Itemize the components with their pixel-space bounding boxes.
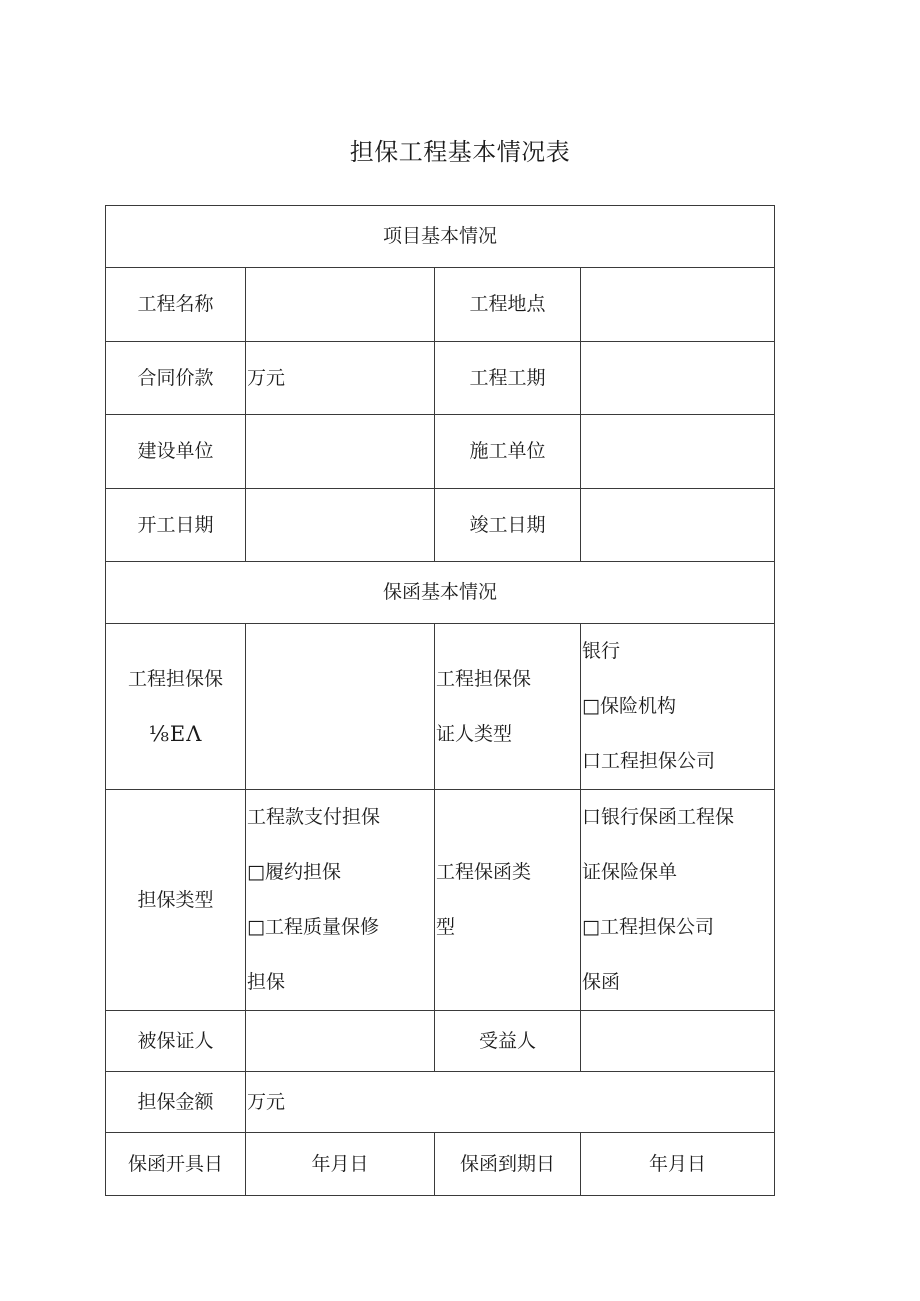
- letter-type-label-line1: 工程保函类: [436, 861, 532, 883]
- letter-type-option-continued: 证保险保单: [582, 861, 678, 883]
- letter-type-options: [581, 790, 775, 1011]
- guarantee-type-option-continued: 担保: [247, 971, 286, 993]
- guarantee-type-option[interactable]: 工程款支付担保: [247, 806, 381, 828]
- letter-type-option-continued: 保函: [582, 971, 621, 993]
- expiry-date-label: 保函到期日: [435, 1133, 581, 1196]
- constructor-field[interactable]: [581, 415, 775, 489]
- completion-date-field[interactable]: [581, 489, 775, 562]
- insured-field[interactable]: [246, 1011, 435, 1072]
- guarantor-type-options: [581, 624, 775, 790]
- beneficiary-field[interactable]: [581, 1011, 775, 1072]
- contract-price-field[interactable]: 万元: [246, 342, 435, 415]
- guarantor-type-option[interactable]: 口工程担保公司: [582, 750, 716, 772]
- beneficiary-label: 受益人: [435, 1011, 581, 1072]
- letter-type-option[interactable]: 口银行保函工程保: [582, 806, 735, 828]
- guarantee-amount-field[interactable]: 万元: [246, 1072, 775, 1133]
- project-name-field[interactable]: [246, 268, 435, 342]
- issue-date-field[interactable]: 年月日: [246, 1133, 435, 1196]
- project-name-label: 工程名称: [106, 268, 246, 342]
- guarantee-type-options: [246, 790, 435, 1011]
- guarantor-label: [106, 624, 246, 790]
- start-date-label: 开工日期: [106, 489, 246, 562]
- letter-type-option[interactable]: □工程担保公司: [582, 916, 714, 938]
- constructor-label: 施工单位: [435, 415, 581, 489]
- guarantee-amount-label: 担保金额: [106, 1072, 246, 1133]
- guarantor-field[interactable]: [246, 624, 435, 790]
- section-header-project: 项目基本情况: [106, 206, 775, 268]
- guarantor-label-line2: ⅛EΛ: [148, 721, 203, 746]
- guarantor-label-line1: 工程担保保: [127, 667, 223, 690]
- builder-label: 建设单位: [106, 415, 246, 489]
- guarantor-type-option[interactable]: □保险机构: [582, 695, 676, 717]
- page-title: 担保工程基本情况表: [349, 138, 571, 166]
- contract-price-label: 合同价款: [106, 342, 246, 415]
- letter-type-label-line2: 型: [436, 916, 456, 938]
- project-period-field[interactable]: [581, 342, 775, 415]
- guarantee-type-option[interactable]: □履约担保: [247, 861, 341, 883]
- project-location-label: 工程地点: [435, 268, 581, 342]
- guarantor-type-option[interactable]: 银行: [582, 640, 621, 662]
- start-date-field[interactable]: [246, 489, 435, 562]
- guarantee-type-label: 担保类型: [106, 790, 246, 1011]
- issue-date-label: 保函开具日: [106, 1133, 246, 1196]
- project-period-label: 工程工期: [435, 342, 581, 415]
- guarantor-type-label-line2: 证人类型: [436, 722, 513, 745]
- completion-date-label: 竣工日期: [435, 489, 581, 562]
- letter-type-label: [435, 790, 581, 1011]
- guarantee-type-option[interactable]: □工程质量保修: [247, 916, 379, 938]
- expiry-date-field[interactable]: 年月日: [581, 1133, 775, 1196]
- section-header-guarantee: 保函基本情况: [106, 562, 775, 624]
- project-location-field[interactable]: [581, 268, 775, 342]
- builder-field[interactable]: [246, 415, 435, 489]
- guarantee-project-table: [105, 205, 775, 1196]
- insured-label: 被保证人: [106, 1011, 246, 1072]
- guarantor-type-label-line1: 工程担保保: [436, 667, 532, 690]
- guarantor-type-label: [435, 624, 581, 790]
